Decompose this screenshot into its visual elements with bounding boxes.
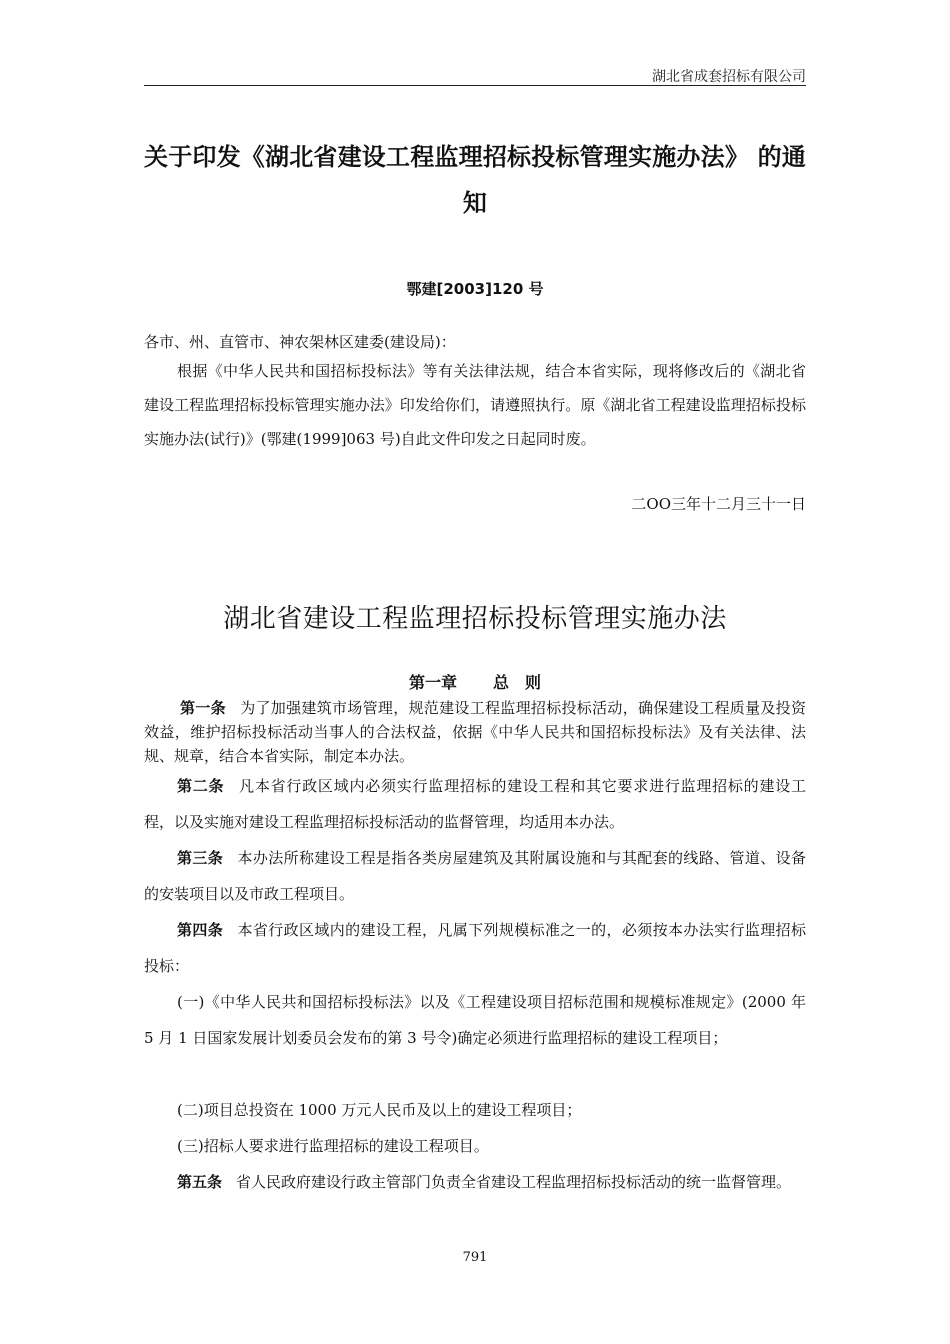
article-label: 第五条	[177, 1173, 223, 1191]
article-text: 为了加强建筑市场管理，规范建设工程监理招标投标活动，确保建设工程质量及投资效益，维护招标投标活动当事人的合法权益，依据《中华人民共和国招标投标法》及有关法律、法规、规章，结合本省实际，制定本办法。	[144, 699, 806, 765]
header-divider	[144, 85, 806, 86]
article-text: 凡本省行政区域内必须实行监理招标的建设工程和其它要求进行监理招标的建设工程，以及实施对建设工程监理招标投标活动的监督管理，均适用本办法。	[144, 777, 806, 831]
article-2	[144, 768, 806, 840]
document-number: 鄂建[2003]120 号	[406, 280, 544, 298]
article-4	[144, 912, 806, 984]
measures-title: 湖北省建设工程监理招标投标管理实施办法	[223, 604, 727, 634]
article-text: 本办法所称建设工程是指各类房屋建筑及其附属设施和与其配套的线路、管道、设备的安装项目以及市政工程项目。	[144, 849, 806, 903]
article-text: 省人民政府建设行政主管部门负责全省建设工程监理招标投标活动的统一监督管理。	[236, 1173, 792, 1191]
chapter-name: 总 则	[493, 673, 542, 692]
chapter-number: 第一章	[408, 673, 457, 692]
article-4-item-1: (一)《中华人民共和国招标投标法》以及《工程建设项目招标范围和规模标准规定》(2000 年 5 月 1 日国家发展计划委员会发布的第 3 号令)确定必须进行监理招标的建设工程项目；	[144, 993, 806, 1047]
article-4-item-2: (二)项目总投资在 1000 万元人民币及以上的建设工程项目；	[177, 1101, 582, 1119]
article-3	[144, 840, 806, 912]
article-text: 本省行政区域内的建设工程，凡属下列规模标准之一的，必须按本办法实行监理招标投标：	[144, 921, 806, 975]
page-number: 791	[462, 1250, 488, 1265]
notice-body: 根据《中华人民共和国招标投标法》等有关法律法规，结合本省实际，现将修改后的《湖北省建设工程监理招标投标管理实施办法》印发给你们，请遵照执行。原《湖北省工程建设监理招标投标实施办法(试行)》(鄂建(1999]063 号)自此文件印发之日起同时废。	[144, 362, 806, 448]
header-company-name: 湖北省成套招标有限公司	[652, 69, 806, 85]
notice-title: 关于印发《湖北省建设工程监理招标投标管理实施办法》 的通知	[144, 143, 806, 217]
article-5	[144, 1164, 806, 1200]
article-label: 第三条	[177, 849, 224, 867]
article-4-item-3: (三)招标人要求进行监理招标的建设工程项目。	[177, 1137, 489, 1155]
addressee: 各市、州、直管市、神农架林区建委(建设局)：	[144, 333, 456, 351]
article-label: 第四条	[177, 921, 224, 939]
article-label: 第一条	[180, 699, 226, 717]
article-label: 第二条	[177, 777, 225, 795]
chapter-heading	[144, 670, 806, 693]
article-1	[144, 696, 806, 768]
issue-date: 二OO三年十二月三十一日	[631, 495, 806, 513]
